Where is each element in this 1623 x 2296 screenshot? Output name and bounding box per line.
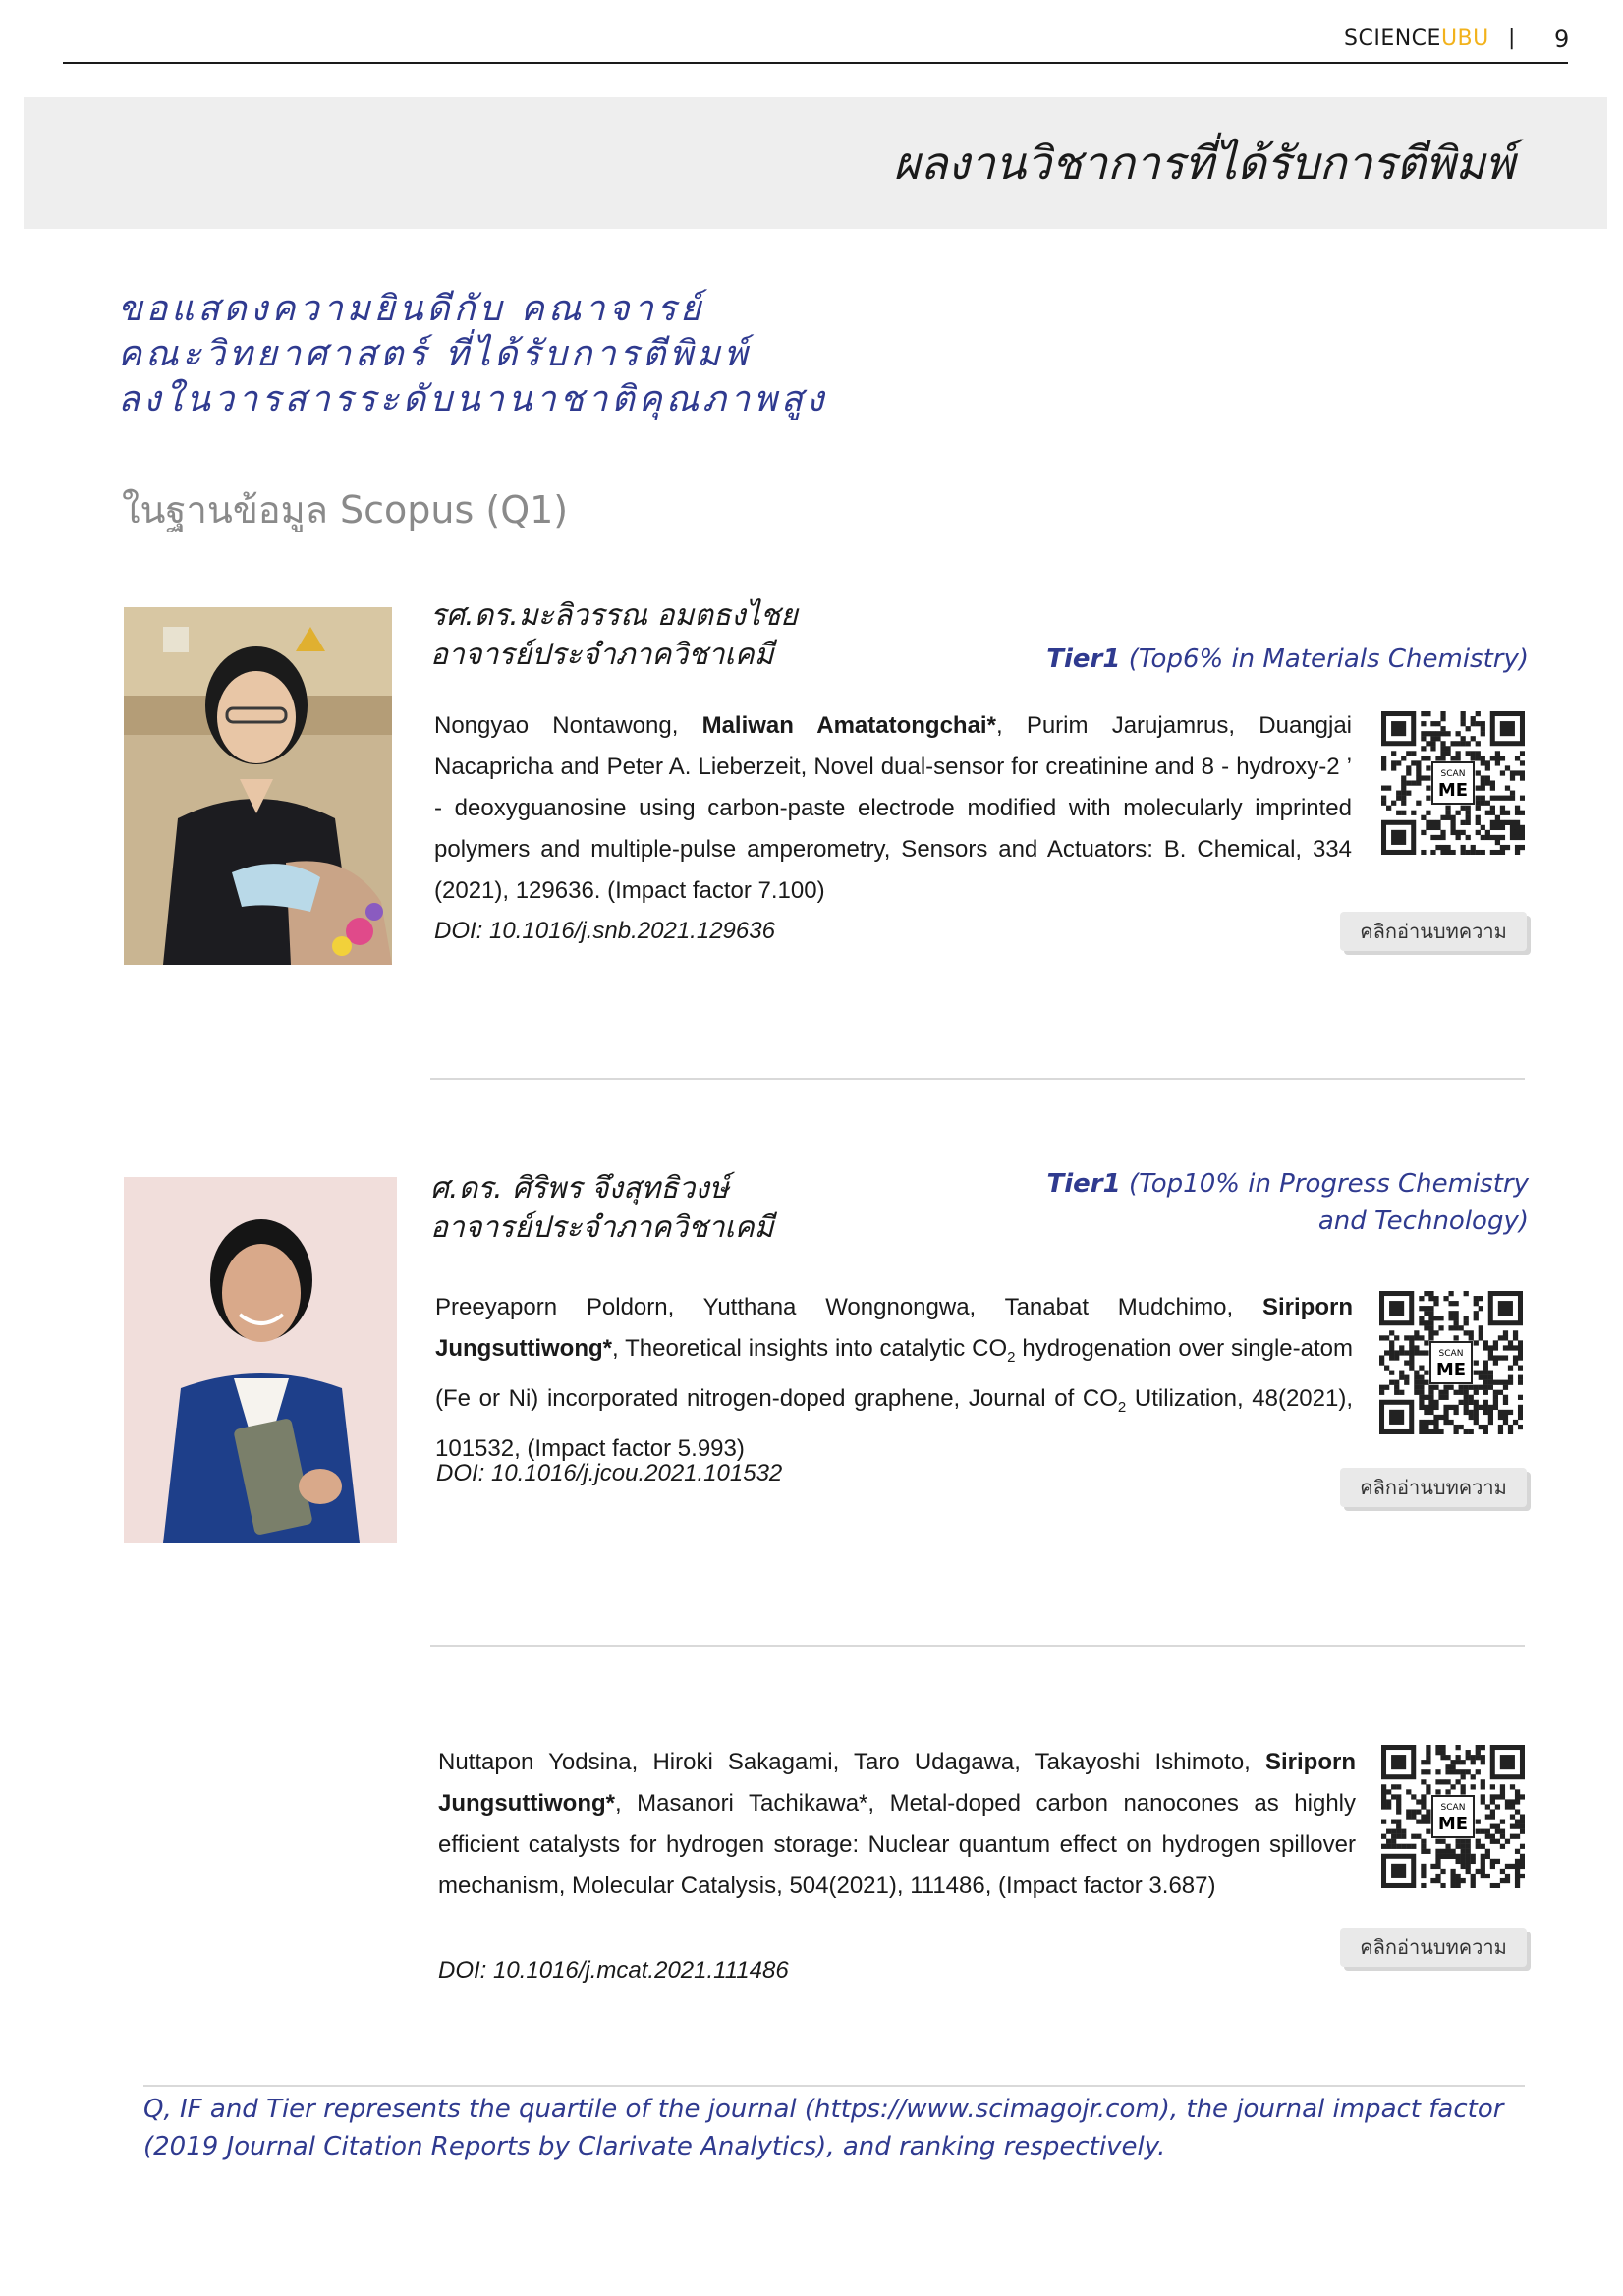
- scan-label: SCAN: [1438, 1349, 1464, 1359]
- tier-detail-1: (Top6% in Materials Chemistry): [1128, 644, 1529, 674]
- database-label: ในฐานข้อมูล Scopus (Q1): [122, 488, 569, 532]
- congrats-line-3: ลงในวารสารระดับนานาชาติคุณภาพสูง: [118, 379, 828, 420]
- subscript-2b: 2: [1117, 1398, 1127, 1416]
- qr-code-2[interactable]: [1379, 1291, 1523, 1434]
- tier-detail-2b: and Technology): [1317, 1206, 1529, 1236]
- author-position-1: อาจารย์ประจำภาควิชาเคมี: [430, 638, 774, 672]
- footer-divider: [143, 2085, 1525, 2087]
- citation-1: [434, 705, 1352, 912]
- corresponding-author-2: Siriporn Jungsuttiwong*: [435, 1294, 1353, 1362]
- author-name-1: รศ.ดร.มะลิวรรณ อมตธงไชย: [430, 598, 798, 633]
- entry-divider-2: [430, 1645, 1525, 1647]
- qr-code-1[interactable]: [1381, 711, 1525, 855]
- brand-part2: UBU: [1440, 27, 1489, 51]
- read-article-button-3[interactable]: คลิกอ่านบทความ: [1340, 1928, 1527, 1967]
- citation-2: [435, 1287, 1353, 1470]
- page-title: ผลงานวิชาการที่ได้รับการตีพิมพ์: [893, 137, 1515, 190]
- citation-authors-2: Preeyaporn Poldorn, Yutthana Wongnongwa, Tanabat Mudchimo,: [435, 1294, 1262, 1320]
- qr-code-icon: [1381, 711, 1525, 855]
- congrats-line-1: ขอแสดงความยินดีกับ คณาจารย์: [118, 289, 705, 329]
- citation-body-2a: , Theoretical insights into catalytic CO: [611, 1335, 1008, 1362]
- qr-code-icon: [1381, 1745, 1525, 1888]
- subscript-2a: 2: [1007, 1348, 1016, 1366]
- me-label: ME: [1437, 1814, 1469, 1834]
- footnote: Q, IF and Tier represents the quartile of the journal (https://www.scimagojr.com), the journal impact factor (2019 Journal Citation Reports by Clarivate Analytics), and ranking respectively.: [143, 2095, 1504, 2161]
- citation-body-2b: hydrogenation over single-atom (Fe or Ni) incorporated nitrogen-doped graphene, Journal of CO: [435, 1335, 1354, 1412]
- read-article-button-1[interactable]: คลิกอ่านบทความ: [1340, 912, 1527, 951]
- me-label: ME: [1435, 1360, 1467, 1380]
- brand-part1: SCIENCE: [1344, 27, 1441, 51]
- entry-divider-1: [430, 1078, 1525, 1080]
- citation-authors-1: Nongyao Nontawong,: [434, 712, 702, 739]
- corresponding-author-3: Siriporn Jungsuttiwong*: [438, 1749, 1356, 1817]
- congratulations-message: [118, 287, 827, 422]
- read-article-button-2[interactable]: คลิกอ่านบทความ: [1340, 1468, 1527, 1507]
- congrats-line-2: คณะวิทยาศาสตร์ ที่ได้รับการตีพิมพ์: [118, 334, 752, 374]
- tier-label-1: [1046, 641, 1529, 678]
- header-rule: [63, 62, 1568, 64]
- me-label: ME: [1437, 780, 1469, 801]
- citation-body-3: , Masanori Tachikawa*, Metal-doped carbon nanocones as highly efficient catalysts for hydrogen storage: Nuclear quantum effect on hydrogen spillover mechanism, Molecular Catalysis, 504(2021), 111486, (Impact factor 3.687): [438, 1790, 1356, 1899]
- qr-code-icon: [1379, 1291, 1523, 1434]
- tier-rank-2: Tier1: [1046, 1169, 1121, 1199]
- scan-label: SCAN: [1440, 769, 1466, 779]
- tier-rank-1: Tier1: [1046, 644, 1121, 674]
- doi-link-2[interactable]: DOI: 10.1016/j.jcou.2021.101532: [436, 1460, 783, 1486]
- brand-logo: [1344, 27, 1489, 51]
- citation-body-1: , Purim Jarujamrus, Duangjai Nacapricha and Peter A. Lieberzeit, Novel dual-sensor for creatinine and 8 - hydroxy-2 ’ - deoxyguanosine using carbon-paste electrode modified with molecularly imprinted polymers and multiple-pulse amperometry, Sensors and Actuators: B. Chemical, 334 (2021), 129636. (Impact factor 7.100): [434, 712, 1353, 904]
- citation-3: [438, 1742, 1356, 1907]
- tier-detail-2a: (Top10% in Progress Chemistry: [1128, 1169, 1529, 1199]
- doi-link-1[interactable]: DOI: 10.1016/j.snb.2021.129636: [434, 918, 775, 944]
- author-photo-2: [124, 1177, 397, 1543]
- tier-label-2: [1046, 1165, 1529, 1240]
- header-separator: |: [1508, 26, 1516, 50]
- corresponding-author-1: Maliwan Amatatongchai*: [701, 712, 996, 739]
- doi-link-3[interactable]: DOI: 10.1016/j.mcat.2021.111486: [438, 1957, 789, 1984]
- citation-body-2c: Utilization, 48(2021), 101532, (Impact factor 5.993): [435, 1384, 1353, 1462]
- scan-label: SCAN: [1440, 1803, 1466, 1813]
- author-photo-1: [124, 607, 392, 965]
- qr-code-3[interactable]: [1381, 1745, 1525, 1888]
- page-number: 9: [1554, 26, 1570, 53]
- citation-authors-3: Nuttapon Yodsina, Hiroki Sakagami, Taro Udagawa, Takayoshi Ishimoto,: [438, 1749, 1265, 1775]
- author-name-2: ศ.ดร. ศิริพร จึงสุทธิวงษ์: [430, 1171, 729, 1205]
- author-position-2: อาจารย์ประจำภาควิชาเคมี: [430, 1210, 774, 1245]
